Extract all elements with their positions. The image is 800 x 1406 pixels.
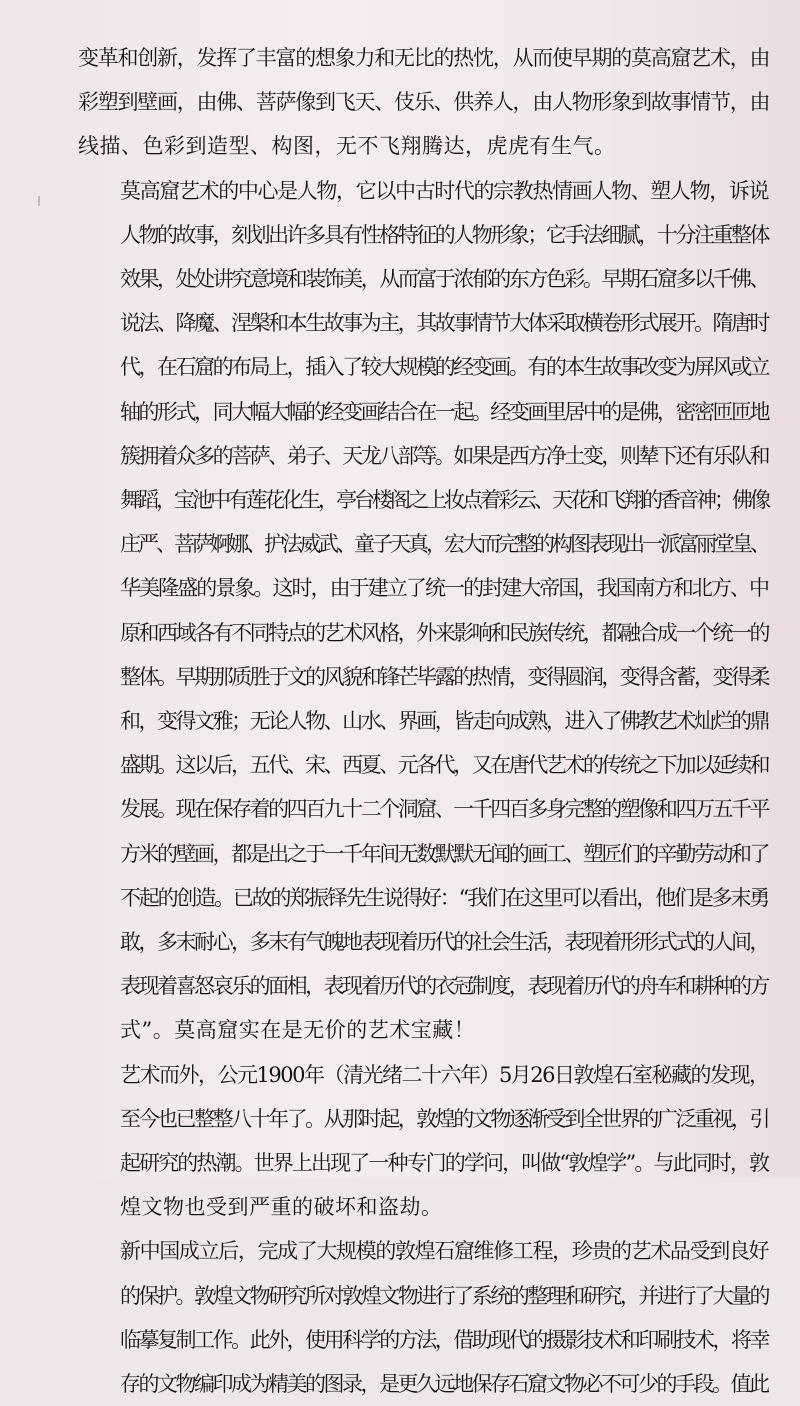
text-line: 方米的壁画，都是出之于一千年间无数默默无闻的画工、塑匠们的辛勤劳动和了: [120, 841, 768, 866]
text-line: 变革和创新，发挥了丰富的想象力和无比的热忱，从而使早期的莫高窟艺术，由: [78, 46, 770, 70]
paragraph: [78, 1229, 768, 1406]
text-line: 起研究的热潮。世界上出现了一种专门的学问，叫做“敦煌学”。与此同时，敦: [120, 1151, 768, 1176]
text-line: 和，变得文雅；无论人物、山水、界画，皆走向成熟，进入了佛教艺术灿烂的鼎: [120, 709, 768, 734]
text-line: 莫高窟艺术的中心是人物，它以中古时代的宗教热情画人物、塑人物，诉说: [120, 178, 768, 203]
paragraph: [78, 1053, 768, 1230]
text-line: 华美隆盛的景象。这时，由于建立了统一的封建大帝国，我国南方和北方、中: [120, 576, 768, 601]
text-line: 发展。现在保存着的四百九十二个洞窟、一千四百多身完整的塑像和四万五千平: [120, 797, 768, 822]
text-line: 庄严、菩萨婀娜、护法威武、童子天真，宏大而完整的构图表现出一派富丽堂皇、: [120, 532, 768, 557]
text-line: 至今也已整整八十年了。从那时起，敦煌的文物逐渐受到全世界的广泛重视，引: [120, 1106, 768, 1131]
body-text: [78, 36, 768, 1406]
text-line: 整体。早期那质胜于文的风貌和锋芒毕露的热情，变得圆润，变得含蓄，变得柔: [120, 664, 768, 689]
text-line: 原和西域各有不同特点的艺术风格，外来影响和民族传统，都融合成一个统一的: [120, 620, 768, 645]
text-line: 煌文物也受到严重的破坏和盗劫。: [120, 1195, 443, 1220]
text-line: 盛期。这以后，五代、宋、西夏、元各代，又在唐代艺术的传统之下加以延续和: [120, 753, 768, 778]
text-line: 新中国成立后，完成了大规模的敦煌石窟维修工程，珍贵的艺术品受到良好: [120, 1239, 768, 1264]
text-line: 的保护。敦煌文物研究所对敦煌文物进行了系统的整理和研究，并进行了大量的: [120, 1283, 768, 1308]
text-line: 临摹复制工作。此外，使用科学的方法，借助现代的摄影技术和印刷技术，将幸: [120, 1327, 768, 1352]
text-line: 不起的创造。已故的郑振铎先生说得好：“我们在这里可以看出，他们是多末勇: [120, 885, 768, 910]
text-line: 舞蹈，宝池中有莲花化生，亭台楼阁之上妆点着彩云、天花和飞翔的香音神；佛像: [120, 488, 768, 513]
text-line: 人物的故事，刻划出许多具有性格特征的人物形象；它手法细腻，十分注重整体: [120, 222, 768, 247]
paragraph: [78, 169, 768, 1053]
text-line: 敢，多末耐心，多末有气魄地表现着历代的社会生活，表现着形形式式的人间，: [120, 930, 768, 955]
text-line: 代，在石窟的布局上，插入了较大规模的经变画。有的本生故事改变为屏风或立: [120, 355, 768, 380]
text-line: 彩塑到壁画，由佛、菩萨像到飞天、伎乐、供养人，由人物形象到故事情节，由: [78, 90, 770, 115]
margin-mark: [38, 196, 40, 206]
text-line: 式”。莫高窟实在是无价的艺术宝藏！: [120, 1018, 476, 1043]
text-line: 簇拥着众多的菩萨、弟子、天龙八部等。如果是西方净土变，则辇下还有乐队和: [120, 443, 768, 468]
text-line: 轴的形式，同大幅大幅的经变画结合在一起。经变画里居中的是佛，密密匝匝地: [120, 399, 768, 424]
text-line: 效果，处处讲究意境和装饰美，从而富于浓郁的东方色彩。早期石窟多以千佛、: [120, 267, 768, 292]
text-line: 存的文物编印成为精美的图录，是更久远地保存石窟文物必不可少的手段。值此: [120, 1372, 768, 1397]
text-line: 表现着喜怒哀乐的面相，表现着历代的衣冠制度，表现着历代的舟车和耕种的方: [120, 974, 768, 999]
text-line: 线描、色彩到造型、构图，无不飞翔腾达，虎虎有生气。: [78, 134, 616, 159]
text-line: 艺术而外，公元1900年（清光绪二十六年）5月26日敦煌石室秘藏的发现，: [120, 1062, 769, 1087]
text-line: 说法、降魔、涅槃和本生故事为主，其故事情节大体采取横卷形式展开。隋唐时: [120, 311, 768, 336]
paragraph: [78, 36, 768, 169]
